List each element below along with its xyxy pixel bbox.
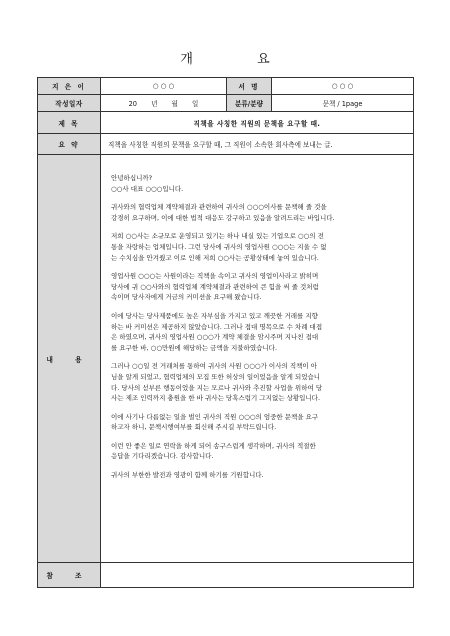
- recipient-label: 서 명: [227, 78, 272, 95]
- letter-line: 하고자 하니, 문책시행여부를 회신해 주시길 부탁드립니다.: [111, 423, 277, 432]
- letter-paragraph: [111, 311, 403, 353]
- letter-line: 이에 사기나 다름없는 일을 벌인 귀사의 직원 ○○○의 엄중한 문책을 요구: [111, 412, 319, 421]
- letter-line: 안녕하십니까?: [111, 174, 153, 182]
- letter-line: 이런 안 좋은 일로 연락을 하게 되어 송구스럽게 생각하며, 귀사의 적절한: [111, 441, 316, 450]
- letter-line: 응답을 기다리겠습니다. 감사합니다.: [111, 452, 214, 461]
- letter-line: 통을 자랑하는 업체입니다. 그런 당사에 귀사의 영업사원 ○○○는 지울 수 없: [111, 242, 327, 251]
- letter-line: 속이며 당사자에게 거금의 커미션을 요구해 왔습니다.: [111, 293, 262, 302]
- category-label: 분류/분량: [227, 95, 272, 112]
- letter-line: 그러나 ○○일 전 거래처를 통하여 귀사의 사원 ○○○가 이사의 직책이 아: [111, 362, 317, 371]
- letter-line: 는 수치심을 안겨줬고 이로 인해 저희 ○○사는 공황상태에 놓여 있습니다.: [111, 253, 319, 262]
- date-value: 20 년 월 일: [101, 95, 227, 112]
- author-label: 지 은 이: [38, 78, 101, 95]
- letter-paragraph: [111, 441, 403, 462]
- category-value: 문책 / 1page: [272, 95, 414, 112]
- letter-paragraph: [111, 173, 403, 194]
- reference-label: 참 조: [38, 563, 101, 588]
- letter-line: 강경히 요구하며, 이에 대한 법적 대응도 강구하고 있음을 알려드리는 바입니다.: [111, 213, 335, 222]
- letter-paragraph: [111, 231, 403, 263]
- letter-paragraph: [111, 361, 403, 403]
- date-label: 작성일자: [38, 95, 101, 112]
- letter-body: [111, 173, 403, 481]
- letter-paragraph: [111, 202, 403, 223]
- letter-line: 귀사의 부한한 발전과 영광이 함께 하기를 기원합니다.: [111, 471, 264, 480]
- summary-label: 요 약: [38, 134, 101, 155]
- author-value: ○ ○ ○: [101, 78, 227, 95]
- subject-value: 직책을 사칭한 직원의 문책을 요구할 때.: [101, 112, 414, 134]
- page-title: 개 요: [180, 52, 300, 67]
- content-label: 내 용: [38, 155, 101, 563]
- letter-line: 당사에 귀 ○○사와의 협력업체 계약체결과 관련하여 큰 힘을 써 줄 것처럼: [111, 282, 319, 291]
- document-table: [37, 77, 414, 588]
- reference-value: [101, 563, 414, 588]
- letter-paragraph: [111, 412, 403, 433]
- letter-paragraph: [111, 271, 403, 303]
- letter-line: ○○사 대표 ○○○입니다.: [111, 184, 184, 193]
- letter-line: 이에 당사는 당사제품에도 높은 자부심을 가지고 있고 깨끗한 거래를 지향: [111, 311, 318, 320]
- letter-line: 은 하였으며, 귀사의 영업사원 ○○○가 계약 체결을 암시주며 지나친 접대: [111, 333, 319, 342]
- letter-line: 영업사원 ○○○는 사원이라는 직책을 속이고 귀사의 영업이사라고 밝히며: [111, 272, 319, 281]
- letter-line: 사는 제조 인력까지 충원을 한 바 귀사는 당혹스럽기 그지없는 상황입니다.: [111, 394, 321, 403]
- letter-line: 를 요구한 바, ○○만원에 해당하는 금액을 지불하였습니다.: [111, 343, 278, 352]
- summary-value: 직책을 사칭한 직원의 문책을 요구할 때, 그 직원이 소속한 회사측에 보내는 글.: [101, 134, 414, 155]
- recipient-value: ○ ○ ○: [272, 78, 414, 95]
- letter-line: 하는 바 커미션은 제공하지 않았습니다. 그러나 접대 명목으로 수 차례 대접: [111, 322, 323, 331]
- letter-paragraph: [111, 470, 403, 481]
- letter-line: 다. 당사의 섣부른 행동이었을 지는 모르나 귀사와 추진할 사업을 위하여 당: [111, 383, 323, 392]
- subject-label: 제 목: [38, 112, 101, 134]
- letter-line: 귀사와의 협력업체 계약체결과 관련하여 귀사의 ○○○이사를 문책해 줄 것을: [111, 203, 327, 212]
- letter-line: 저희 ○○사는 소규모로 운영되고 있기는 하나 내실 있는 기업으로 ○○의 전: [111, 232, 324, 241]
- letter-line: 님을 알게 되었고, 협력업체의 모집 또한 허상의 일이었음을 알게 되었습니: [111, 372, 321, 381]
- content-body: [101, 155, 414, 563]
